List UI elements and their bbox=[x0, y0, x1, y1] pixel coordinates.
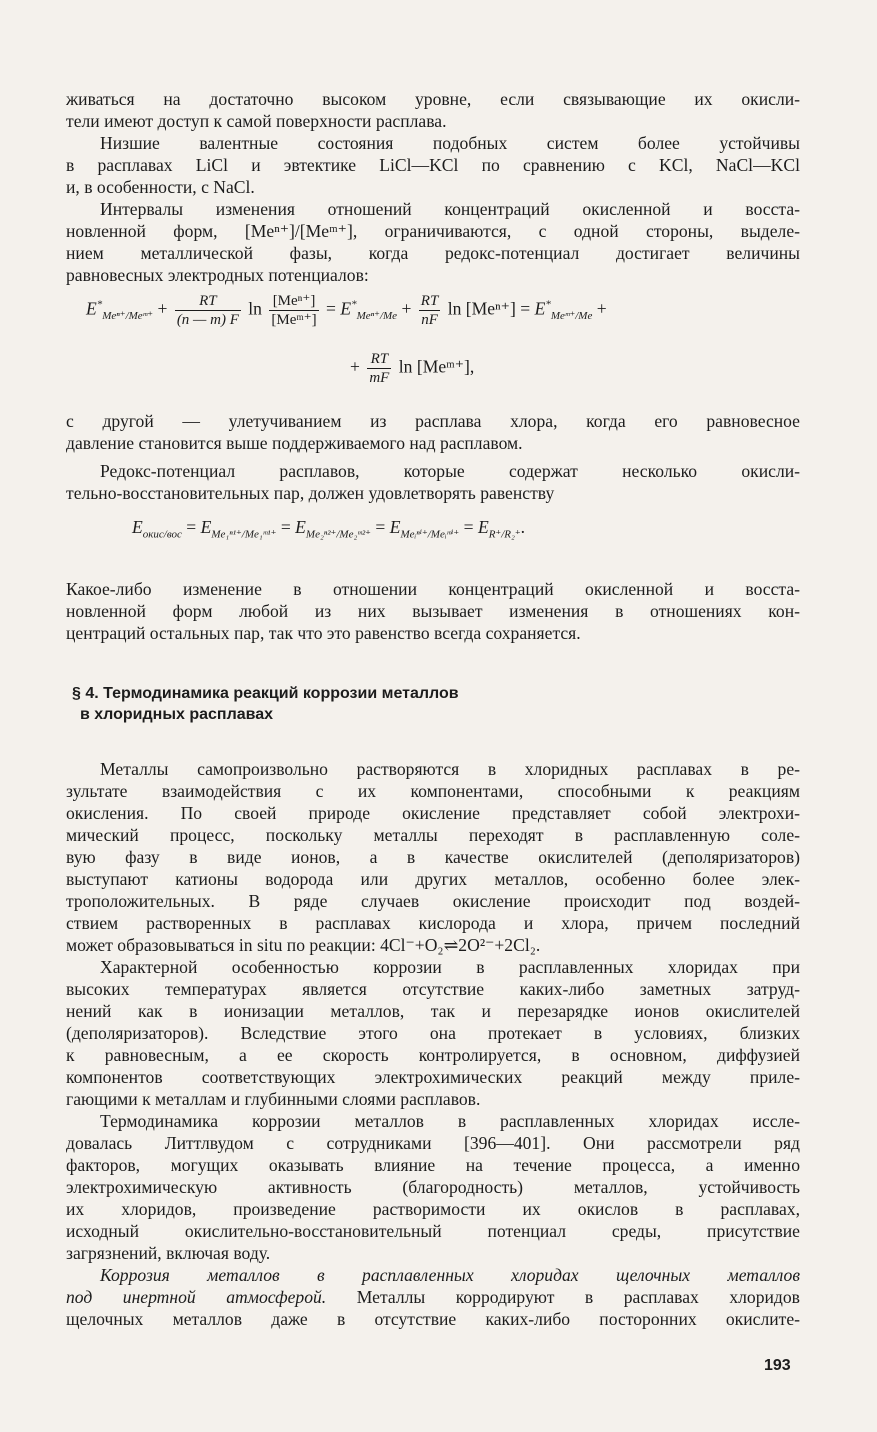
text-line: щелочных металлов даже в отсутствие каких-либо посторонних окислите- bbox=[66, 1309, 800, 1329]
text-line: в расплавах LiCl и эвтектике LiCl—KCl по сравнению с KCl, NaCl—KCl bbox=[66, 155, 800, 175]
formula-operator: + bbox=[157, 298, 168, 319]
paragraph-other-side bbox=[66, 410, 800, 454]
text-line: высоких температурах является отсутствие каких-либо заметных затруд- bbox=[66, 979, 800, 999]
formula-operator: = bbox=[520, 298, 531, 319]
paragraph-metals bbox=[66, 758, 800, 956]
text-line: равновесных электродных потенциалов: bbox=[66, 265, 369, 285]
paragraph-lower-states bbox=[66, 132, 800, 198]
paragraph-redox bbox=[66, 460, 800, 504]
paragraph-corrosion bbox=[66, 1264, 800, 1330]
formula-fraction: $\frac{RT}{(n — m) F}$ bbox=[176, 293, 239, 328]
formula-sup: * bbox=[545, 298, 551, 311]
text-line: новленной форм, [Meⁿ⁺]/[Meᵐ⁺], ограничиваются, с одной стороны, выделе- bbox=[66, 221, 800, 241]
text-line: центраций остальных пар, так что это равенство всегда сохраняется. bbox=[66, 623, 581, 643]
text-line: нием металлической фазы, когда редокс-потенциал достигает величины bbox=[66, 243, 800, 263]
formula-fraction: $\frac{\text{[Meⁿ⁺]}}{\text{[Meᵐ⁺]}}$ bbox=[271, 293, 317, 328]
formula-sub: Me₁ⁿ¹⁺/Me₁ᵐ¹⁺ bbox=[211, 528, 277, 541]
formula-symbol: E bbox=[200, 517, 212, 537]
text-line: живаться на достаточно высоком уровне, если связывающие их окисли- bbox=[66, 89, 800, 109]
formula-sub: R⁺/R₂⁺ bbox=[488, 528, 521, 541]
paragraph-intervals bbox=[66, 198, 800, 286]
text-line: факторов, могущих оказывать влияние на течение процесса, а именно bbox=[66, 1155, 800, 1175]
text-line: Низшие валентные состояния подобных систем более устойчивы bbox=[100, 133, 800, 153]
text-line: Характерной особенностью коррозии в расплавленных хлоридах при bbox=[100, 957, 800, 977]
formula-sub: Meⁿ⁺/Me bbox=[356, 310, 398, 323]
text-line: нений как в ионизации металлов, так и перезарядке ионов окислителей bbox=[66, 1001, 800, 1021]
text-line: мический процесс, поскольку металлы переходят в расплавленную соле- bbox=[66, 825, 800, 845]
text-line: окисления. По своей природе окисление представляет собой электрохи- bbox=[66, 803, 800, 823]
formula-fraction: $\frac{RT}{mF}$ bbox=[369, 351, 390, 386]
redox-equality-formula: $E_{окис/вос} = E_{Me_1^{n1+}/Me_1ᵐ^{1+}} = E_{Me_2^{n2+}/Me_2ᵐ^{2+}} = E_{Meᵢ^{ni+}/Meᵢᵐ^{i+}} = E_{R^+/R_2^+}$. bbox=[132, 517, 526, 541]
text-line: Какое-либо изменение в отношении концентраций окисленной и восста- bbox=[66, 579, 800, 599]
formula-symbol: E bbox=[86, 298, 97, 319]
text-line: Металлы самопроизвольно растворяются в хлоридных расплавах в ре- bbox=[100, 759, 800, 779]
page-number: 193 bbox=[764, 1357, 791, 1374]
text-line: тели имеют доступ к самой поверхности расплава. bbox=[66, 111, 447, 131]
paragraph-any-change bbox=[66, 578, 800, 644]
formula-operator: = bbox=[375, 517, 386, 537]
formula-sub: Meᵢⁿⁱ⁺/Meᵢᵐⁱ⁺ bbox=[400, 528, 460, 541]
formula-sub: окис/вос bbox=[142, 528, 182, 541]
paragraph-thermodynamics bbox=[66, 1110, 800, 1264]
formula-ln: ln bbox=[248, 298, 262, 319]
text-line: вую фазу в виде ионов, а в качестве окислителей (деполяризаторов) bbox=[66, 847, 800, 867]
section-title-line: в хлоридных расплавах bbox=[80, 706, 274, 723]
formula-symbol: E bbox=[389, 517, 401, 537]
text-line: может образовываться in situ по реакции: 4Cl⁻+O₂⇌2O²⁻+2Cl₂. bbox=[66, 935, 541, 955]
section-heading bbox=[72, 683, 592, 725]
text-line: троположительных. В ряде случаев окисление происходит под воздей- bbox=[66, 891, 800, 911]
text-line: их хлоридов, произведение растворимости их окислов в расплавах, bbox=[66, 1199, 800, 1219]
formula-operator: + bbox=[401, 298, 412, 319]
text-line-italic: Коррозия металлов в расплавленных хлоридах щелочных металлов bbox=[100, 1265, 800, 1285]
text-line: и, в особенности, с NaCl. bbox=[66, 177, 255, 197]
formula-symbol: E bbox=[534, 298, 546, 319]
paragraph-feature bbox=[66, 956, 800, 1110]
text-line: Интервалы изменения отношений концентраций окисленной и восста- bbox=[100, 199, 800, 219]
text-line: исходный окислительно-восстановительный потенциал среды, присутствие bbox=[66, 1221, 800, 1241]
formula-sub: Meⁿ⁺/Meᵐ⁺ bbox=[102, 310, 154, 323]
text-line: к равновесным, а ее скорость контролируется, в основном, диффузией bbox=[66, 1045, 800, 1065]
formula-sup: * bbox=[351, 298, 357, 311]
formula-symbol: E bbox=[132, 517, 143, 537]
text-line: Термодинамика коррозии металлов в расплавленных хлоридах иссле- bbox=[100, 1111, 800, 1131]
formula-symbol: E bbox=[340, 298, 352, 319]
text-line: давление становится выше поддерживаемого над расплавом. bbox=[66, 433, 523, 453]
formula-fraction: $\frac{RT}{nF}$ bbox=[420, 293, 439, 328]
text-line bbox=[66, 1286, 800, 1308]
formula-sub: Meᵐ⁺/Me bbox=[550, 310, 593, 323]
equilibrium-formula-line2 bbox=[350, 350, 474, 387]
text-line: с другой — улетучиванием из расплава хлора, когда его равновесное bbox=[66, 411, 800, 431]
formula-ln: ln [Meᵐ⁺], bbox=[398, 356, 475, 377]
text-line: зультате взаимодействия с их компонентами, способными к реакциям bbox=[66, 781, 800, 801]
formula-symbol: E bbox=[477, 517, 489, 537]
text-line: выступают катионы водорода или других металлов, особенно более элек- bbox=[66, 869, 800, 889]
text-line: ствием растворенных в расплавах кислорода и хлора, причем последний bbox=[66, 913, 800, 933]
formula-operator: = bbox=[186, 517, 197, 537]
text-line: электрохимическую активность (благородность) металлов, устойчивость bbox=[66, 1177, 800, 1197]
formula-sub: Me₂ⁿ²⁺/Me₂ᵐ²⁺ bbox=[305, 528, 371, 541]
text-line: тельно-восстановительных пар, должен удовлетворять равенству bbox=[66, 483, 555, 503]
paragraph-top bbox=[66, 88, 800, 132]
text-line: Редокс-потенциал расплавов, которые содержат несколько окисли- bbox=[100, 461, 800, 481]
text-line: компонентов соответствующих электрохимических реакций между приле- bbox=[66, 1067, 800, 1087]
text-line: довалась Литтлвудом с сотрудниками [396—401]. Они рассмотрели ряд bbox=[66, 1133, 800, 1153]
formula-operator: = bbox=[463, 517, 474, 537]
formula-operator: + bbox=[350, 356, 360, 377]
text-line: загрязнений, включая воду. bbox=[66, 1243, 271, 1263]
text-line: новленной форм любой из них вызывает изменения в отношениях кон- bbox=[66, 601, 800, 621]
text-line: (деполяризаторов). Вследствие этого она протекает в условиях, близких bbox=[66, 1023, 800, 1043]
formula-symbol: E bbox=[295, 517, 306, 537]
equilibrium-formula-line1 bbox=[86, 292, 607, 329]
formula-operator: = bbox=[326, 298, 336, 319]
italic-run: под инертной атмосферой. bbox=[66, 1287, 327, 1307]
text-line: гающими к металлам и глубинными слоями расплавов. bbox=[66, 1089, 481, 1109]
formula-ln: ln [Meⁿ⁺] bbox=[447, 298, 516, 319]
formula-sup: * bbox=[96, 298, 103, 311]
formula-operator: + bbox=[596, 298, 607, 319]
text-run: Металлы корродируют в расплавах хлоридов bbox=[326, 1287, 800, 1307]
section-title-line: § 4. Термодинамика реакций коррозии металлов bbox=[72, 685, 459, 702]
formula-operator: = bbox=[280, 517, 291, 537]
